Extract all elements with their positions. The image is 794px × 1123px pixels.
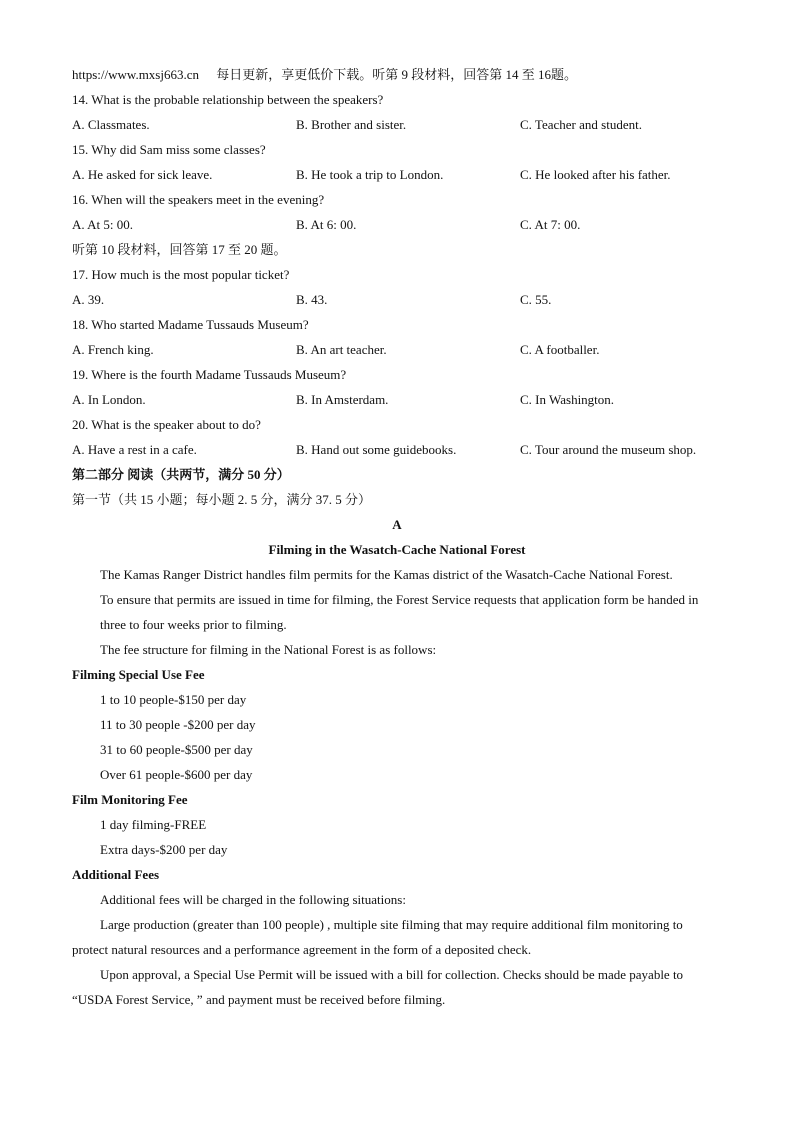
monitoring-fee-item: Extra days-$200 per day [100,842,228,857]
header-line [72,62,722,87]
option-18-a: A. French king. [72,342,154,357]
option-19-b: B. In Amsterdam. [296,392,389,407]
option-17-b: B. 43. [296,292,328,307]
question-16: 16. When will the speakers meet in the evening? [72,192,325,207]
option-20-a: A. Have a rest in a cafe. [72,442,197,457]
passage-paragraph-1: The Kamas Ranger District handles film permits for the Kamas district of the Wasatch-Cache National Forest. [100,567,673,582]
question-15: 15. Why did Sam miss some classes? [72,142,266,157]
part-two-title: 第二部分 阅读（共两节，满分 50 分） [72,467,290,482]
question-20: 20. What is the speaker about to do? [72,417,261,432]
special-fee-item: 1 to 10 people-$150 per day [100,692,247,707]
option-19-c: C. In Washington. [520,392,615,407]
section-one-instruction: 第一节（共 15 小题；每小题 2. 5 分，满分 37. 5 分） [72,492,372,507]
option-15-b: B. He took a trip to London. [296,167,444,182]
header-slogan: 每日更新，享更低价下载。 [216,67,373,82]
options-16 [72,212,722,237]
option-20-b: B. Hand out some guidebooks. [296,442,457,457]
option-20-c: C. Tour around the museum shop. [520,442,697,457]
option-16-c: C. At 7: 00. [520,217,581,232]
monitoring-fee-heading: Film Monitoring Fee [72,792,188,807]
option-14-c: C. Teacher and student. [520,117,642,132]
options-15 [72,162,722,187]
option-17-c: C. 55. [520,292,552,307]
option-16-a: A. At 5: 00. [72,217,134,232]
options-17 [72,287,722,312]
passage-letter: A [392,517,402,532]
options-19 [72,387,722,412]
passage-paragraph-2-text: To ensure that permits are issued in time for filming, the Forest Service requests that application form be handed in three to four weeks prior to filming. [100,592,699,632]
options-18 [72,337,722,362]
special-fee-item: 11 to 30 people -$200 per day [100,717,256,732]
question-18: 18. Who started Madame Tussauds Museum? [72,317,309,332]
passage-paragraph-6: Upon approval, a Special Use Permit will be issued with a bill for collection. Checks should be made payable to “USDA Forest Service, ” and payment must be received before filming. [72,967,684,1007]
option-14-b: B. Brother and sister. [296,117,407,132]
option-18-c: C. A footballer. [520,342,600,357]
option-17-a: A. 39. [72,292,105,307]
source-url-link[interactable]: https://www.mxsj663.cn [72,67,199,82]
passage-paragraph-4: Additional fees will be charged in the following situations: [100,892,406,907]
section-instruction-10: 听第 10 段材料，回答第 17 至 20 题。 [72,242,287,257]
option-14-a: A. Classmates. [72,117,150,132]
question-14: 14. What is the probable relationship between the speakers? [72,92,384,107]
special-use-fee-heading: Filming Special Use Fee [72,667,205,682]
special-fee-item: Over 61 people-$600 per day [100,767,253,782]
option-18-b: B. An art teacher. [296,342,387,357]
special-fee-item: 31 to 60 people-$500 per day [100,742,253,757]
options-14 [72,112,722,137]
option-16-b: B. At 6: 00. [296,217,357,232]
passage-paragraph-2 [72,587,722,637]
question-17: 17. How much is the most popular ticket? [72,267,290,282]
option-19-a: A. In London. [72,392,146,407]
passage-paragraph-3: The fee structure for filming in the National Forest is as follows: [100,642,437,657]
options-20 [72,437,722,462]
option-15-c: C. He looked after his father. [520,167,671,182]
passage-title: Filming in the Wasatch-Cache National Forest [268,542,526,557]
question-19: 19. Where is the fourth Madame Tussauds Museum? [72,367,347,382]
additional-fees-heading: Additional Fees [72,867,160,882]
option-15-a: A. He asked for sick leave. [72,167,213,182]
passage-paragraph-5: Large production (greater than 100 people) , multiple site filming that may require additional film monitoring to protect natural resources and a performance agreement in the form of a deposited check. [72,917,683,957]
section-instruction-9: 听第 9 段材料，回答第 14 至 16题。 [372,67,578,82]
document-page [72,62,722,1012]
monitoring-fee-item: 1 day filming-FREE [100,817,207,832]
